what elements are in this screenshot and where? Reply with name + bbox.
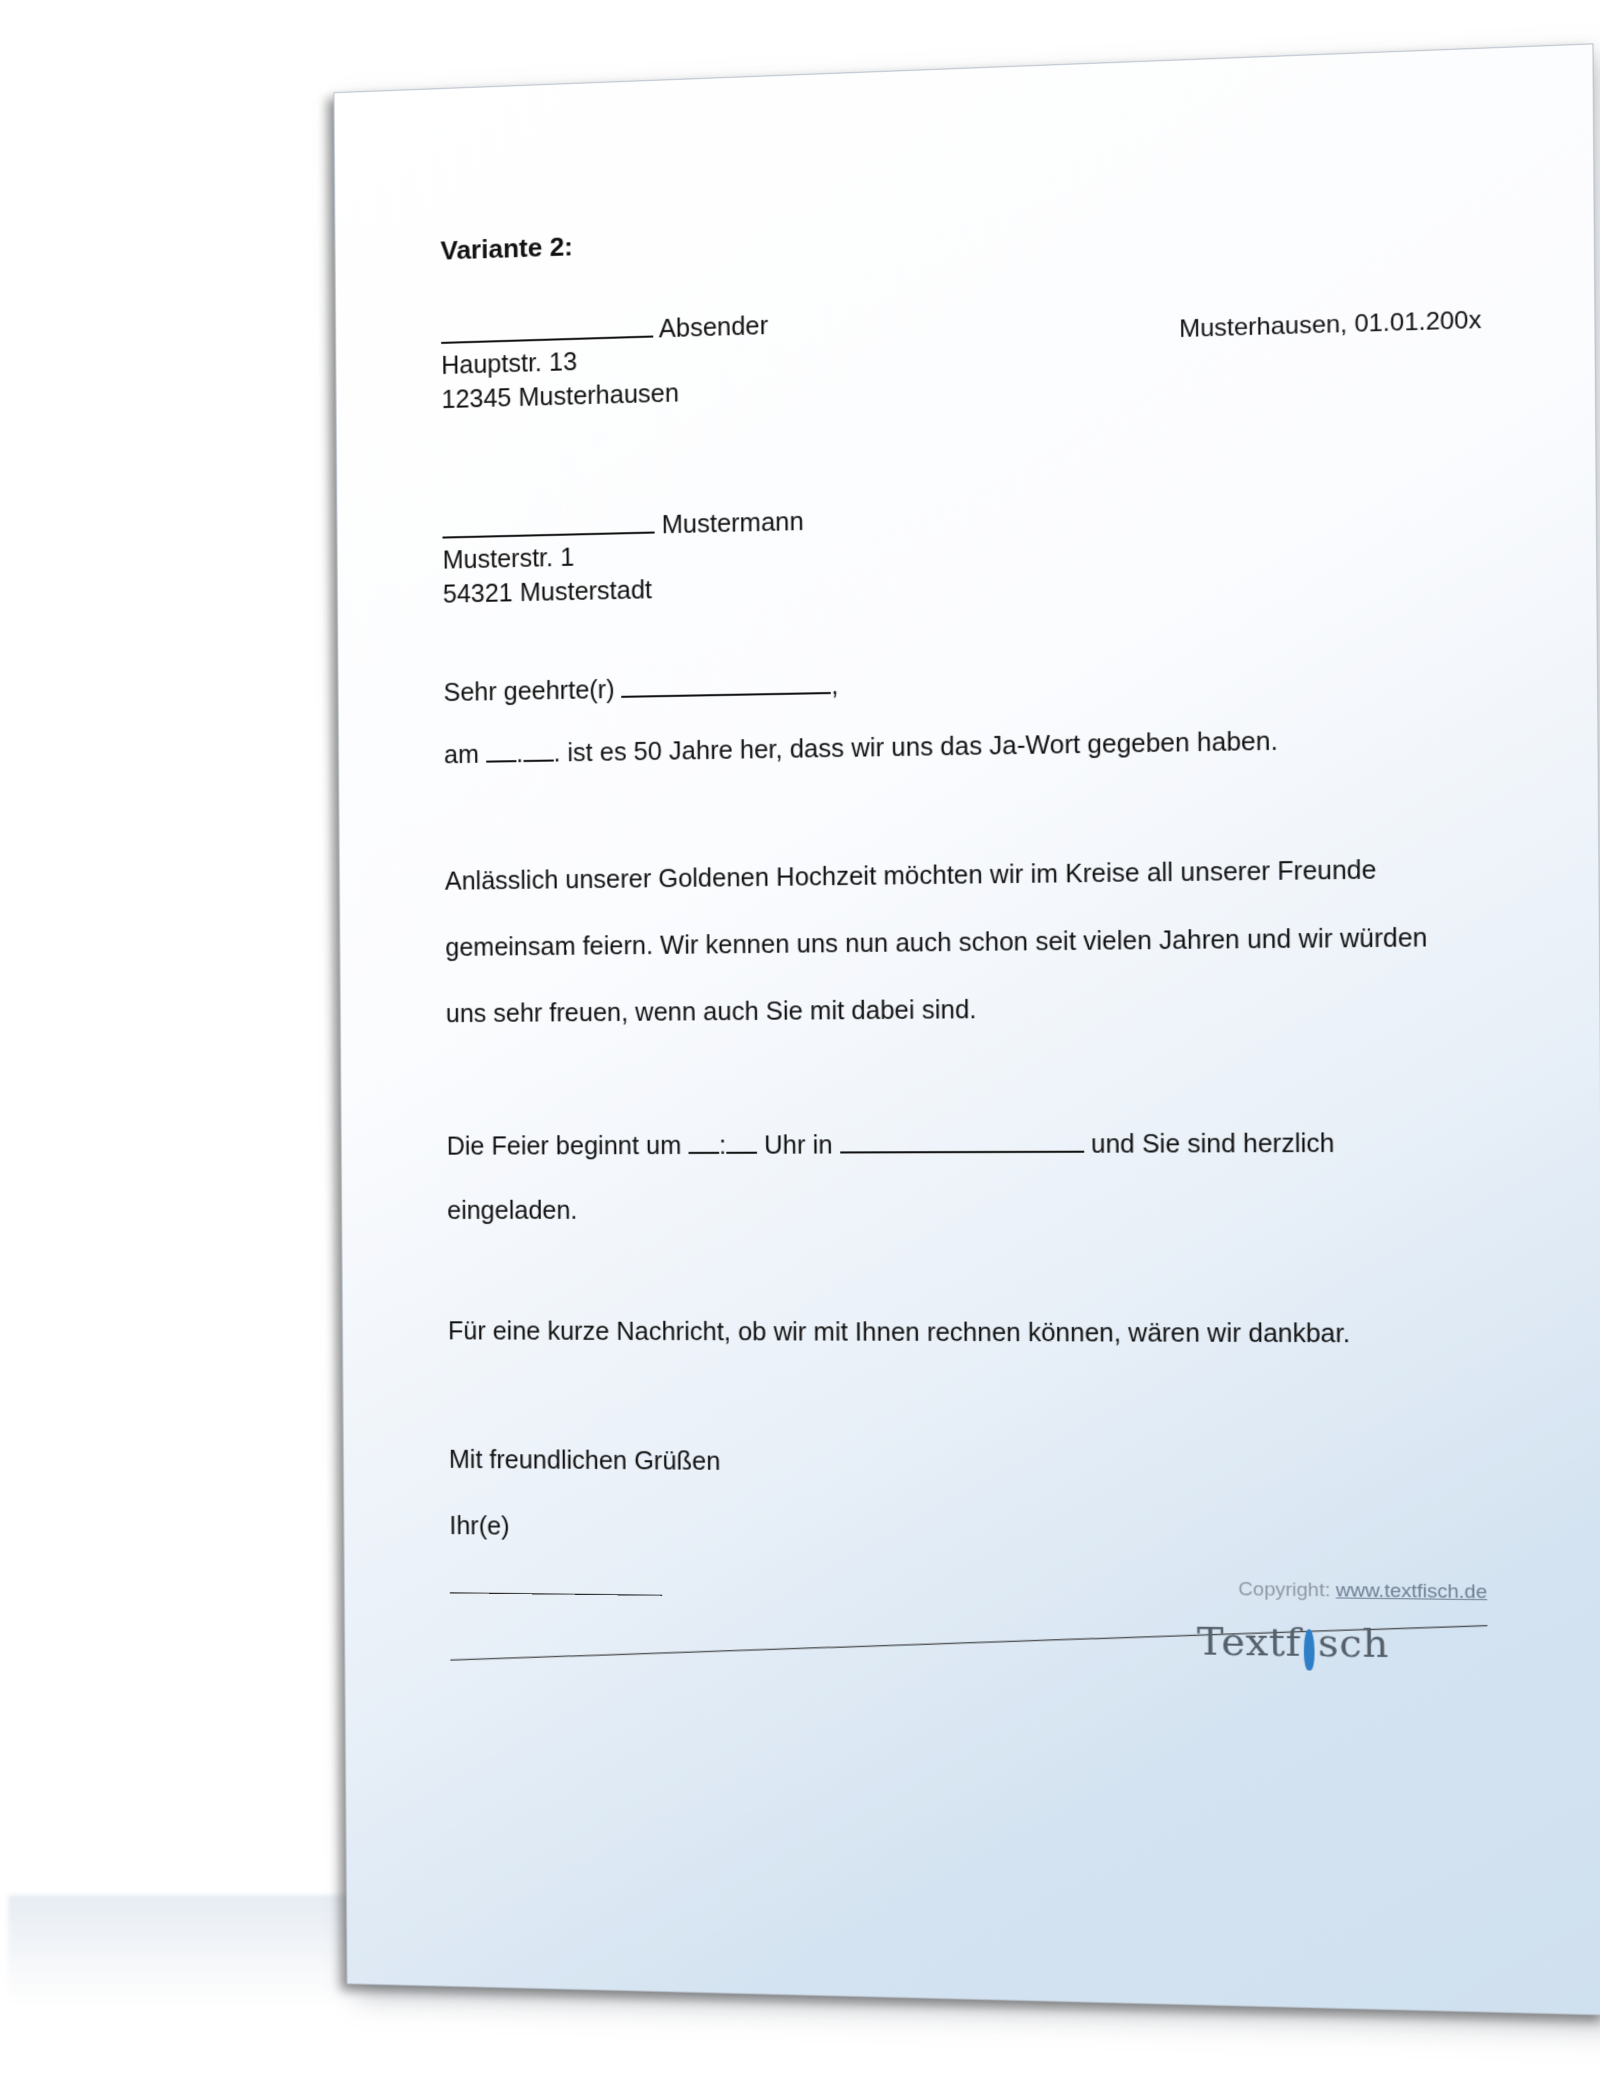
day-blank	[486, 738, 516, 763]
paragraph1-line2: gemeinsam feiern. Wir kennen uns nun auch schon seit vielen Jahren und wir würden	[445, 923, 1428, 962]
paragraph2-line1	[447, 1127, 1335, 1162]
closing-greeting: Mit freundlichen Grüßen	[448, 1445, 721, 1476]
textfisch-logo	[1197, 1618, 1389, 1667]
anniversary-line	[444, 725, 1278, 770]
salutation-prefix: Sehr geehrte(r)	[443, 675, 615, 708]
month-blank	[523, 737, 553, 762]
paragraph2-line2: eingeladen.	[447, 1196, 578, 1225]
sender-name-blank	[441, 313, 653, 344]
salutation	[443, 669, 838, 708]
time-unit-text: Uhr in	[763, 1131, 833, 1160]
time-colon: :	[719, 1131, 727, 1160]
copyright-notice	[1238, 1579, 1487, 1605]
location-blank	[840, 1128, 1084, 1153]
logo-text-left: Textf	[1196, 1617, 1302, 1665]
recipient-line	[442, 506, 804, 546]
date-separator: .	[515, 739, 524, 769]
recipient-city: 54321 Musterstadt	[442, 576, 653, 609]
sender-label: Absender	[658, 311, 769, 344]
hour-blank	[688, 1130, 719, 1154]
copyright-label: Copyright:	[1238, 1578, 1331, 1602]
variant-title: Variante 2:	[440, 231, 574, 266]
party-start-text: Die Feier beginnt um	[446, 1131, 682, 1161]
copyright-link[interactable]: www.textfisch.de	[1335, 1579, 1488, 1604]
closing-sign: Ihr(e)	[449, 1511, 510, 1541]
recipient-street: Musterstr. 1	[442, 543, 575, 575]
minute-blank	[726, 1129, 757, 1153]
sender-street: Hauptstr. 13	[441, 347, 578, 381]
sender-city: 12345 Musterhausen	[441, 379, 680, 415]
recipient-name-blank	[442, 509, 654, 538]
paper-container	[333, 43, 1600, 2013]
invitation-text: und Sie sind herzlich	[1090, 1129, 1335, 1159]
anniversary-prefix: am	[443, 740, 479, 770]
paragraph1-line3: uns sehr freuen, wenn auch Sie mit dabei sind.	[445, 995, 977, 1029]
letter-page	[333, 43, 1600, 2015]
salutation-blank	[622, 670, 832, 698]
sender-line	[441, 310, 768, 351]
paragraph3: Für eine kurze Nachricht, ob wir mit Ihnen rechnen können, wären wir dankbar.	[447, 1317, 1351, 1349]
recipient-label: Mustermann	[661, 507, 804, 540]
fish-icon	[1304, 1629, 1315, 1670]
salutation-comma: ,	[831, 671, 839, 701]
signature-line	[450, 1592, 662, 1595]
logo-text-right: sch	[1317, 1619, 1390, 1666]
paragraph1-line1: Anlässlich unserer Goldenen Hochzeit möchten wir im Kreise all unserer Freunde	[444, 855, 1377, 896]
anniversary-text: . ist es 50 Jahre her, dass wir uns das Ja-Wort gegeben haben.	[553, 727, 1278, 768]
place-date: Musterhausen, 01.01.200x	[1179, 306, 1482, 344]
